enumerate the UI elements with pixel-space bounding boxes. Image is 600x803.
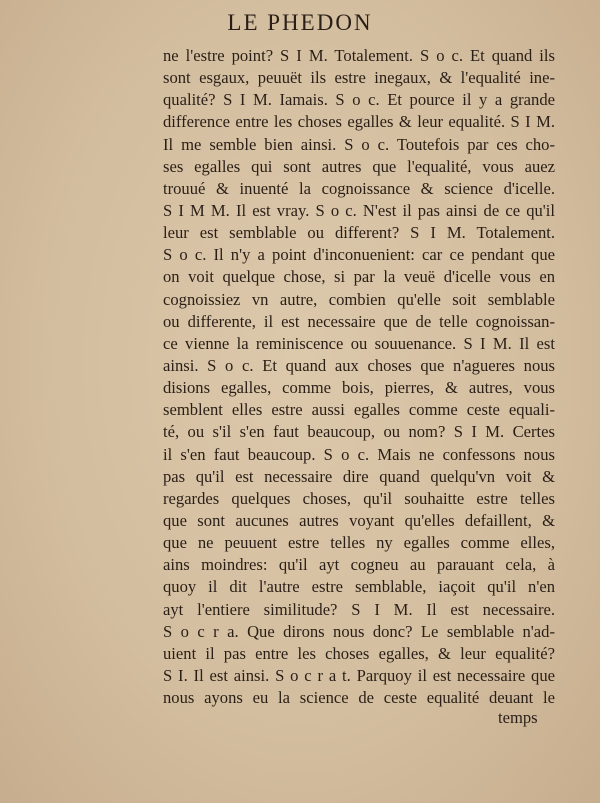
text-line: té, ou s'il s'en faut beaucoup, ou nom? S I M. Certes bbox=[163, 422, 555, 442]
running-head: LE PHEDON bbox=[227, 10, 373, 35]
text-line: il s'en faut beaucoup. S o c. Mais ne confessons nous bbox=[163, 444, 555, 464]
text-line: S o c. Il n'y a point d'inconuenient: car ce pendant que bbox=[163, 245, 555, 265]
text-line: ains moindres: qu'il ayt cogneu au parauant cela, à bbox=[163, 555, 555, 575]
text-line: ayt l'entiere similitude? S I M. Il est necessaire. bbox=[163, 599, 555, 619]
text-line: S I. Il est ainsi. S o c r a t. Parquoy il est necessaire que bbox=[163, 665, 555, 685]
catchword: temps bbox=[498, 708, 538, 727]
text-line: on voit quelque chose, si par la veuë d'icelle vous en bbox=[163, 267, 555, 287]
text-line: uient il pas entre les choses egalles, & leur equalité? bbox=[163, 643, 555, 663]
text-line: trouué & inuenté la cognoissance & science d'icelle. bbox=[163, 178, 555, 198]
text-line: S I M M. Il est vray. S o c. N'est il pas ainsi de ce qu'il bbox=[163, 200, 555, 220]
text-line: ce vienne la reminiscence ou souuenance. S I M. Il est bbox=[163, 333, 555, 353]
text-line: ainsi. S o c. Et quand aux choses que n'agueres nous bbox=[163, 355, 555, 375]
text-line: pas qu'il est necessaire dire quand quelqu'vn voit & bbox=[163, 466, 555, 486]
text-line: disions egalles, comme bois, pierres, & autres, vous bbox=[163, 378, 555, 398]
text-line: que sont aucunes autres voyant qu'elles defaillent, & bbox=[163, 510, 555, 530]
text-line: leur est semblable ou different? S I M. Totalement. bbox=[163, 223, 555, 243]
body-text bbox=[163, 45, 555, 709]
text-line: ne l'estre point? S I M. Totalement. S o c. Et quand ils bbox=[163, 46, 555, 65]
text-line: ou differente, il est necessaire que de telle cognoissan- bbox=[163, 311, 555, 331]
text-line: sont esgaux, peuuët ils estre inegaux, & l'equalité ine- bbox=[163, 68, 555, 88]
text-line: quoy il dit l'autre estre semblable, iaçoit qu'il n'en bbox=[163, 577, 555, 597]
text-line: ses egalles qui sont autres que l'equalité, vous auez bbox=[163, 156, 555, 176]
text-line: que ne peuuent estre telles ny egalles comme elles, bbox=[163, 533, 555, 553]
text-line: qualité? S I M. Iamais. S o c. Et pource il y a grande bbox=[163, 90, 555, 110]
text-line: Il me semble bien ainsi. S o c. Toutefois par ces cho- bbox=[163, 134, 555, 154]
text-line: S o c r a. Que dirons nous donc? Le semblable n'ad- bbox=[163, 621, 555, 641]
text-line: nous ayons eu la science de ceste equalité deuant le bbox=[163, 688, 555, 708]
text-line: regardes quelques choses, qu'il souhaitte estre telles bbox=[163, 488, 555, 508]
text-line: cognoissiez vn autre, combien qu'elle soit semblable bbox=[163, 289, 555, 309]
text-line: semblent elles estre aussi egalles comme ceste equali- bbox=[163, 400, 555, 420]
text-line: difference entre les choses egalles & leur equalité. S I M. bbox=[163, 112, 555, 132]
